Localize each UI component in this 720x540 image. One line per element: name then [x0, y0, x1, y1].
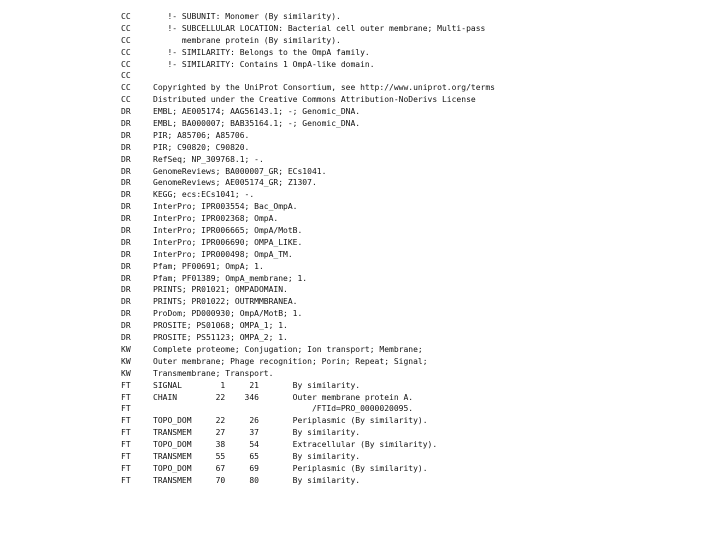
line-text: Pfam; PF01389; OmpA_membrane; 1. — [153, 273, 308, 283]
line-code: DR — [121, 142, 131, 152]
line-text: TRANSMEM 55 65 By similarity. — [153, 451, 361, 461]
line-text: TOPO_DOM 67 69 Periplasmic (By similarity). — [153, 463, 428, 473]
line-text: Transmembrane; Transport. — [153, 368, 274, 378]
text-line — [121, 11, 711, 23]
line-text: membrane protein (By similarity). — [153, 35, 341, 45]
text-line — [121, 344, 711, 356]
line-code: CC — [121, 95, 131, 105]
document-text — [121, 11, 711, 540]
line-text: ProDom; PD000930; OmpA/MotB; 1. — [153, 309, 303, 319]
text-line — [121, 403, 711, 415]
text-line — [121, 166, 711, 178]
text-line — [121, 296, 711, 308]
text-line — [121, 142, 711, 154]
line-text: TOPO_DOM 22 26 Periplasmic (By similarity). — [153, 416, 428, 426]
line-text: EMBL; AE005174; AAG56143.1; -; Genomic_DNA. — [153, 107, 361, 117]
line-code: CC — [121, 23, 131, 33]
line-code: DR — [121, 309, 131, 319]
line-code: FT — [121, 416, 131, 426]
line-text: TRANSMEM 70 80 By similarity. — [153, 475, 361, 485]
line-text: InterPro; IPR006665; OmpA/MotB. — [153, 226, 303, 236]
text-line — [121, 332, 711, 344]
line-text: SIGNAL 1 21 By similarity. — [153, 380, 361, 390]
line-text: InterPro; IPR002368; OmpA. — [153, 214, 279, 224]
text-line — [121, 213, 711, 225]
line-text: !- SIMILARITY: Contains 1 OmpA-like domain. — [153, 59, 375, 69]
line-text: GenomeReviews; BA000007_GR; ECs1041. — [153, 166, 327, 176]
line-code: FT — [121, 451, 131, 461]
line-text: /FTId=PRO_0000020095. — [153, 404, 414, 414]
line-code: DR — [121, 178, 131, 188]
line-text: PROSITE; PS51123; OMPA_2; 1. — [153, 333, 288, 343]
line-code: CC — [121, 47, 131, 57]
text-line — [121, 273, 711, 285]
text-line — [121, 35, 711, 47]
text-line — [121, 451, 711, 463]
line-text: InterPro; IPR006690; OMPA_LIKE. — [153, 237, 303, 247]
text-line — [121, 118, 711, 130]
text-line — [121, 308, 711, 320]
line-code: FT — [121, 440, 131, 450]
line-code: FT — [121, 428, 131, 438]
line-text: !- SUBCELLULAR LOCATION: Bacterial cell outer membrane; Multi-pass — [153, 23, 486, 33]
text-line — [121, 356, 711, 368]
line-text: KEGG; ecs:ECs1041; -. — [153, 190, 255, 200]
text-line — [121, 320, 711, 332]
line-code: DR — [121, 261, 131, 271]
line-text: !- SUBUNIT: Monomer (By similarity). — [153, 12, 341, 21]
line-text: PIR; C90820; C90820. — [153, 142, 250, 152]
line-code: DR — [121, 249, 131, 259]
line-code: FT — [121, 380, 131, 390]
line-code: DR — [121, 237, 131, 247]
line-code: FT — [121, 463, 131, 473]
line-code: DR — [121, 154, 131, 164]
line-code: CC — [121, 59, 131, 69]
text-line — [121, 189, 711, 201]
line-text: Outer membrane; Phage recognition; Porin; Repeat; Signal; — [153, 356, 428, 366]
text-line — [121, 415, 711, 427]
line-code: DR — [121, 321, 131, 331]
line-code: CC — [121, 71, 131, 81]
line-code: CC — [121, 83, 131, 93]
line-text: TOPO_DOM 38 54 Extracellular (By similarity). — [153, 440, 438, 450]
line-code: CC — [121, 35, 131, 45]
line-code: DR — [121, 119, 131, 129]
text-line — [121, 201, 711, 213]
line-code: KW — [121, 356, 131, 366]
text-line — [121, 130, 711, 142]
line-code: DR — [121, 273, 131, 283]
text-line — [121, 154, 711, 166]
line-text: Distributed under the Creative Commons Attribution-NoDerivs License — [153, 95, 476, 105]
text-line — [121, 249, 711, 261]
text-line — [121, 177, 711, 189]
line-text: InterPro; IPR000498; OmpA_TM. — [153, 249, 293, 259]
line-code: DR — [121, 190, 131, 200]
line-code: KW — [121, 368, 131, 378]
line-text: !- SIMILARITY: Belongs to the OmpA family. — [153, 47, 370, 57]
line-text: TRANSMEM 27 37 By similarity. — [153, 428, 361, 438]
line-code: KW — [121, 344, 131, 354]
text-line — [121, 94, 711, 106]
line-text: PROSITE; PS01068; OMPA_1; 1. — [153, 321, 288, 331]
line-code: DR — [121, 166, 131, 176]
line-text: PRINTS; PR01022; OUTRMMBRANEA. — [153, 297, 298, 307]
text-line — [121, 70, 711, 82]
line-code: FT — [121, 475, 131, 485]
line-code: DR — [121, 297, 131, 307]
line-text: CHAIN 22 346 Outer membrane protein A. — [153, 392, 414, 402]
text-line — [121, 284, 711, 296]
line-text: Copyrighted by the UniProt Consortium, see http://www.uniprot.org/terms — [153, 83, 495, 93]
line-text: EMBL; BA000007; BAB35164.1; -; Genomic_DNA. — [153, 119, 361, 129]
line-text: Complete proteome; Conjugation; Ion transport; Membrane; — [153, 344, 423, 354]
text-line — [121, 106, 711, 118]
line-code: DR — [121, 285, 131, 295]
line-text: GenomeReviews; AE005174_GR; Z1307. — [153, 178, 317, 188]
line-text: RefSeq; NP_309768.1; -. — [153, 154, 264, 164]
text-line — [121, 23, 711, 35]
line-code: DR — [121, 226, 131, 236]
line-code: FT — [121, 404, 131, 414]
line-code: DR — [121, 202, 131, 212]
text-line — [121, 463, 711, 475]
text-line — [121, 380, 711, 392]
text-line — [121, 475, 711, 487]
text-line — [121, 237, 711, 249]
line-code: DR — [121, 214, 131, 224]
line-text: PRINTS; PR01021; OMPADOMAIN. — [153, 285, 288, 295]
line-text: Pfam; PF00691; OmpA; 1. — [153, 261, 264, 271]
text-line — [121, 261, 711, 273]
text-line — [121, 368, 711, 380]
text-line — [121, 59, 711, 71]
text-line — [121, 439, 711, 451]
line-code: DR — [121, 107, 131, 117]
text-line — [121, 82, 711, 94]
text-line — [121, 225, 711, 237]
text-line — [121, 392, 711, 404]
line-code: DR — [121, 130, 131, 140]
line-code: DR — [121, 333, 131, 343]
line-text: InterPro; IPR003554; Bac_OmpA. — [153, 202, 298, 212]
line-text: PIR; A85706; A85706. — [153, 130, 250, 140]
line-code: CC — [121, 12, 131, 21]
line-code: FT — [121, 392, 131, 402]
text-line — [121, 47, 711, 59]
text-line — [121, 427, 711, 439]
